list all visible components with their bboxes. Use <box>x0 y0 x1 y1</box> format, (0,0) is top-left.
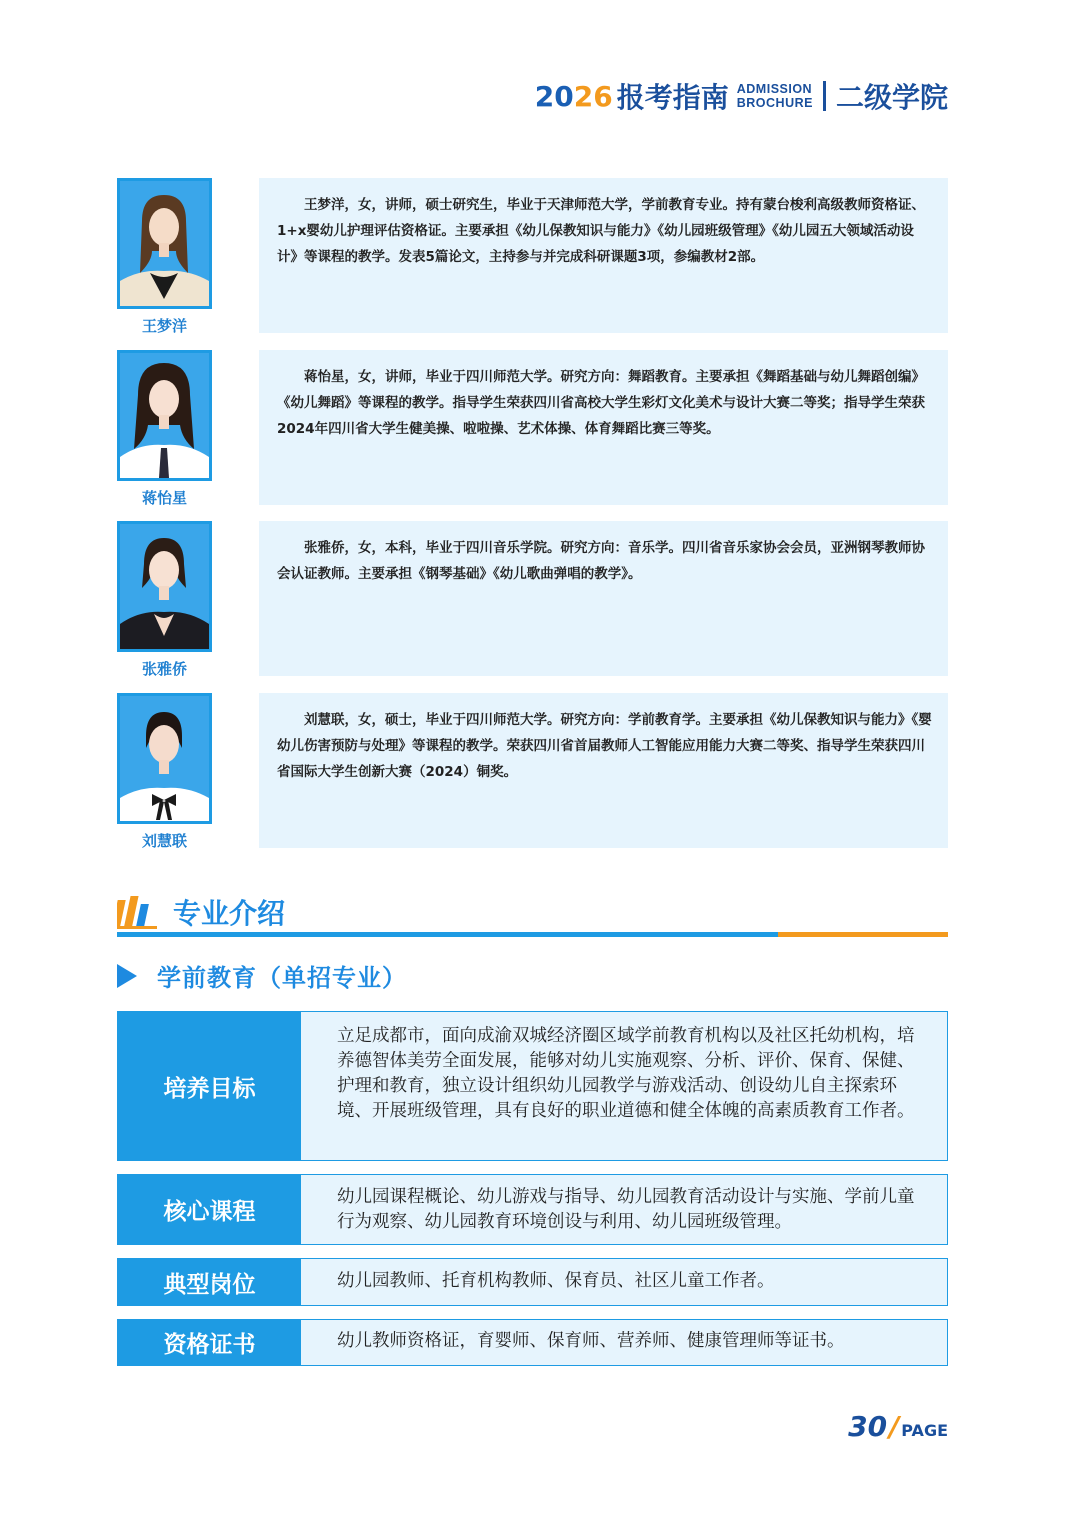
info-row-courses <box>117 1174 948 1245</box>
section-underline-accent <box>778 932 948 937</box>
teacher-name: 王梦洋 <box>141 317 187 335</box>
row-value: 幼儿教师资格证，育婴师、保育师、营养师、健康管理师等证书。 <box>337 1331 845 1351</box>
page-header <box>535 76 948 116</box>
row-value: 立足成都市，面向成渝双城经济圈区域学前教育机构以及社区托幼机构，培养德智体美劳全面发展，能够对幼儿实施观察、分析、评价、保育、保健、护理和教育，独立设计组织幼儿园教学与游戏活动、创设幼儿自主探索环境、开展班级管理，具有良好的职业道德和健全体魄的高素质教育工作者。 <box>337 1026 915 1121</box>
page-number-label: PAGE <box>901 1421 948 1440</box>
teacher-photo-frame <box>117 178 212 309</box>
teacher-photo-frame <box>117 350 212 481</box>
teacher-bio-box <box>259 693 948 848</box>
brochure-line-1: ADMISSION <box>736 82 813 96</box>
teacher-bio: 王梦洋，女，讲师，硕士研究生，毕业于天津师范大学，学前教育专业。持有蒙台梭利高级教师资格证、1+x婴幼儿护理评估资格证。主要承担《幼儿保教知识与能力》《幼儿园班级管理》《幼儿园五大领域活动设计》等课程的教学。发表5篇论文，主持参与并完成科研课题3项，参编教材2部。 <box>277 197 925 265</box>
teacher-card <box>117 178 948 340</box>
page-number <box>848 1410 948 1443</box>
teacher-photo-frame <box>117 521 212 652</box>
teacher-card <box>117 693 948 855</box>
brochure-line-2: BROCHURE <box>736 96 813 110</box>
teacher-bio-box <box>259 178 948 333</box>
info-row-positions <box>117 1258 948 1306</box>
section-title: 专业介绍 <box>173 897 286 930</box>
page-number-slash: / <box>889 1410 900 1443</box>
row-label: 培养目标 <box>118 1012 301 1160</box>
row-label: 资格证书 <box>118 1320 301 1365</box>
teacher-name: 张雅侨 <box>141 660 187 678</box>
info-row-certificates <box>117 1319 948 1366</box>
row-value: 幼儿园课程概论、幼儿游戏与指导、幼儿园教育活动设计与实施、学前儿童行为观察、幼儿园教育环境创设与利用、幼儿园班级管理。 <box>337 1187 915 1232</box>
teacher-bio: 张雅侨，女，本科，毕业于四川音乐学院。研究方向：音乐学。四川省音乐家协会会员，亚洲钢琴教师协会认证教师。主要承担《钢琴基础》《幼儿歌曲弹唱的教学》。 <box>277 540 925 582</box>
teacher-photo <box>120 696 209 821</box>
section-underline <box>117 932 948 937</box>
info-row-goal <box>117 1011 948 1161</box>
header-brochure <box>737 82 813 110</box>
teacher-photo <box>120 524 209 649</box>
teacher-name: 蒋怡星 <box>141 489 187 507</box>
row-value: 幼儿园教师、托育机构教师、保育员、社区儿童工作者。 <box>337 1271 775 1291</box>
teacher-card <box>117 350 948 512</box>
header-section: 二级学院 <box>835 81 948 114</box>
year-part-b: 26 <box>573 79 613 113</box>
header-divider <box>823 81 826 111</box>
triangle-bullet-icon <box>117 964 137 988</box>
row-label: 典型岗位 <box>118 1259 301 1305</box>
teacher-bio-box <box>259 521 948 676</box>
section-heading <box>117 892 285 932</box>
header-year <box>535 80 613 113</box>
page-number-value: 30 <box>848 1410 888 1443</box>
teacher-bio-box <box>259 350 948 505</box>
teacher-name: 刘慧联 <box>141 832 187 850</box>
year-part-a: 20 <box>534 79 574 113</box>
teacher-photo-frame <box>117 693 212 824</box>
major-title: 学前教育（单招专业） <box>157 964 407 992</box>
major-heading <box>117 958 407 993</box>
teacher-photo <box>120 181 209 306</box>
header-title: 报考指南 <box>616 81 729 114</box>
teacher-bio: 刘慧联，女，硕士，毕业于四川师范大学。研究方向：学前教育学。主要承担《幼儿保教知识与能力》《婴幼儿伤害预防与处理》等课程的教学。荣获四川省首届教师人工智能应用能力大赛二等奖、指导学生荣获四川省国际大学生创新大赛（2024）铜奖。 <box>277 712 932 780</box>
teacher-bio: 蒋怡星，女，讲师，毕业于四川师范大学。研究方向：舞蹈教育。主要承担《舞蹈基础与幼儿舞蹈创编》《幼儿舞蹈》等课程的教学。指导学生荣获四川省高校大学生彩灯文化美术与设计大赛二等奖；指导学生荣获2024年四川省大学生健美操、啦啦操、艺术体操、体育舞蹈比赛三等奖。 <box>277 369 925 437</box>
row-label: 核心课程 <box>118 1175 301 1244</box>
books-icon <box>117 894 159 930</box>
teacher-photo <box>120 353 209 478</box>
teacher-card <box>117 521 948 683</box>
